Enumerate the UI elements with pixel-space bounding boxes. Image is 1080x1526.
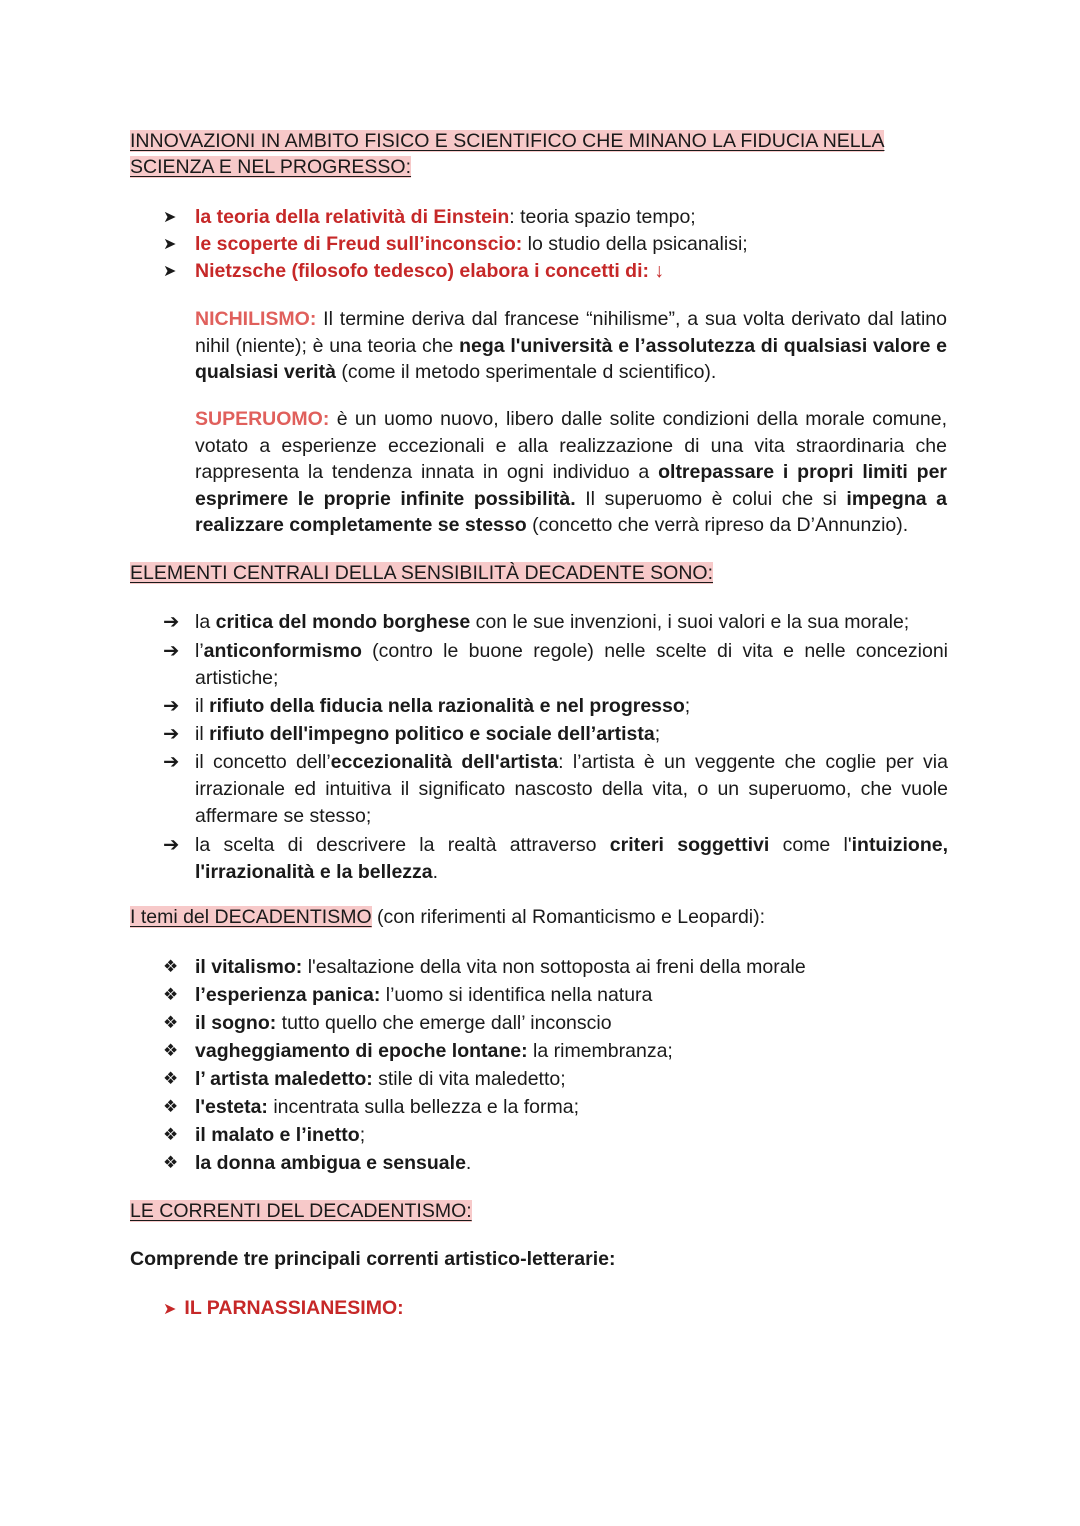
list-item: ❖ la donna ambigua e sensuale. (163, 1149, 963, 1177)
heading-line-1: INNOVAZIONI IN AMBITO FISICO E SCIENTIFICO CHE MINANO LA FIDUCIA NELLA (130, 130, 885, 152)
arrow-right-icon: ➔ (163, 695, 180, 717)
list-item: ➔ la critica del mondo borghese con le sue invenzioni, i suoi valori e la sua morale; (163, 609, 948, 636)
list-item: ➔ l’anticonformismo (contro le buone regole) nelle scelte di vita e nelle concezioni artistiche; (163, 640, 948, 689)
list-item: ❖ il sogno: tutto quello che emerge dall’ inconscio (163, 1009, 963, 1037)
arrowhead-icon: ➤ (163, 236, 177, 253)
elementi-list (163, 609, 948, 886)
list-item: ❖ il vitalismo: l'esaltazione della vita non sottoposta ai freni della morale (163, 953, 963, 981)
diamond-bullet-icon: ❖ (163, 1097, 179, 1116)
temi-intro: I temi del DECADENTISMO (con riferimenti al Romanticismo e Leopardi): (130, 906, 766, 928)
parnassianesimo-item: ➤ IL PARNASSIANESIMO: (163, 1297, 404, 1319)
list-item: ❖ il malato e l’inetto; (163, 1121, 963, 1149)
list-item: ➔ il concetto dell’eccezionalità dell'artista: l’artista è un veggente che coglie per via irrazionale ed intuitiva il significato nascosto della vita, o un superuomo, che vuole affermare se stesso; (163, 751, 948, 827)
arrow-right-icon: ➔ (163, 834, 180, 856)
diamond-bullet-icon: ❖ (163, 1013, 179, 1032)
list-item: ❖ l’esperienza panica: l’uomo si identifica nella natura (163, 981, 963, 1009)
list-item: ❖ l’ artista maledetto: stile di vita maledetto; (163, 1065, 963, 1093)
diamond-bullet-icon: ❖ (163, 1153, 179, 1172)
list-item: ❖ vagheggiamento di epoche lontane: la rimembranza; (163, 1037, 963, 1065)
arrowhead-icon: ➤ (163, 1301, 177, 1318)
list-item: ➤ Nietzsche (filosofo tedesco) elabora i concetti di: ↓ (163, 258, 963, 285)
superuomo-paragraph: SUPERUOMO: è un uomo nuovo, libero dalle solite condizioni della morale comune, votato a esperienze eccezionali e alla realizzazione di una vita straordinaria che rappresenta la tendenza innata in ogni individuo a oltrepassare i propri limiti per esprimere le proprie infinite possibilità. Il superuomo è colui che si impegna a realizzare completamente se stesso (concetto che verrà ripreso da D’Annunzio). (195, 408, 948, 536)
heading-line-2: SCIENZA E NEL PROGRESSO: (130, 156, 412, 178)
section-heading-elementi: ELEMENTI CENTRALI DELLA SENSIBILITÀ DECADENTE SONO: (130, 562, 713, 584)
section-heading-correnti: LE CORRENTI DEL DECADENTISMO: (130, 1200, 472, 1222)
diamond-bullet-icon: ❖ (163, 1041, 179, 1060)
list-item: ➤ le scoperte di Freud sull’inconscio: lo studio della psicanalisi; (163, 231, 963, 258)
section-heading-innovazioni (130, 128, 950, 180)
arrow-right-icon: ➔ (163, 723, 180, 745)
arrow-right-icon: ➔ (163, 640, 180, 662)
nichilismo-paragraph: NICHILISMO: Il termine deriva dal francese “nihilisme”, a sua volta derivato dal latino nihil (niente); è una teoria che nega l'università e l’assolutezza di qualsiasi valore e qualsiasi verità (come il metodo sperimentale d scientifico). (195, 308, 947, 383)
diamond-bullet-icon: ❖ (163, 957, 179, 976)
arrowhead-icon: ➤ (163, 209, 177, 226)
list-item: ➔ la scelta di descrivere la realtà attraverso criteri soggettivi come l'intuizione, l'irrazionalità e la bellezza. (163, 834, 949, 883)
arrowhead-icon: ➤ (163, 263, 177, 280)
correnti-intro: Comprende tre principali correnti artistico-letterarie: (130, 1248, 616, 1270)
list-item: ➔ il rifiuto dell'impegno politico e sociale dell’artista; (163, 721, 948, 748)
arrow-right-icon: ➔ (163, 611, 180, 633)
arrow-right-icon: ➔ (163, 751, 180, 773)
temi-list (163, 953, 963, 1177)
diamond-bullet-icon: ❖ (163, 1069, 179, 1088)
innovazioni-list (163, 204, 963, 285)
diamond-bullet-icon: ❖ (163, 1125, 179, 1144)
list-item: ➤ la teoria della relatività di Einstein: teoria spazio tempo; (163, 204, 963, 231)
diamond-bullet-icon: ❖ (163, 985, 179, 1004)
list-item: ❖ l'esteta: incentrata sulla bellezza e la forma; (163, 1093, 963, 1121)
list-item: ➔ il rifiuto della fiducia nella razionalità e nel progresso; (163, 693, 948, 720)
